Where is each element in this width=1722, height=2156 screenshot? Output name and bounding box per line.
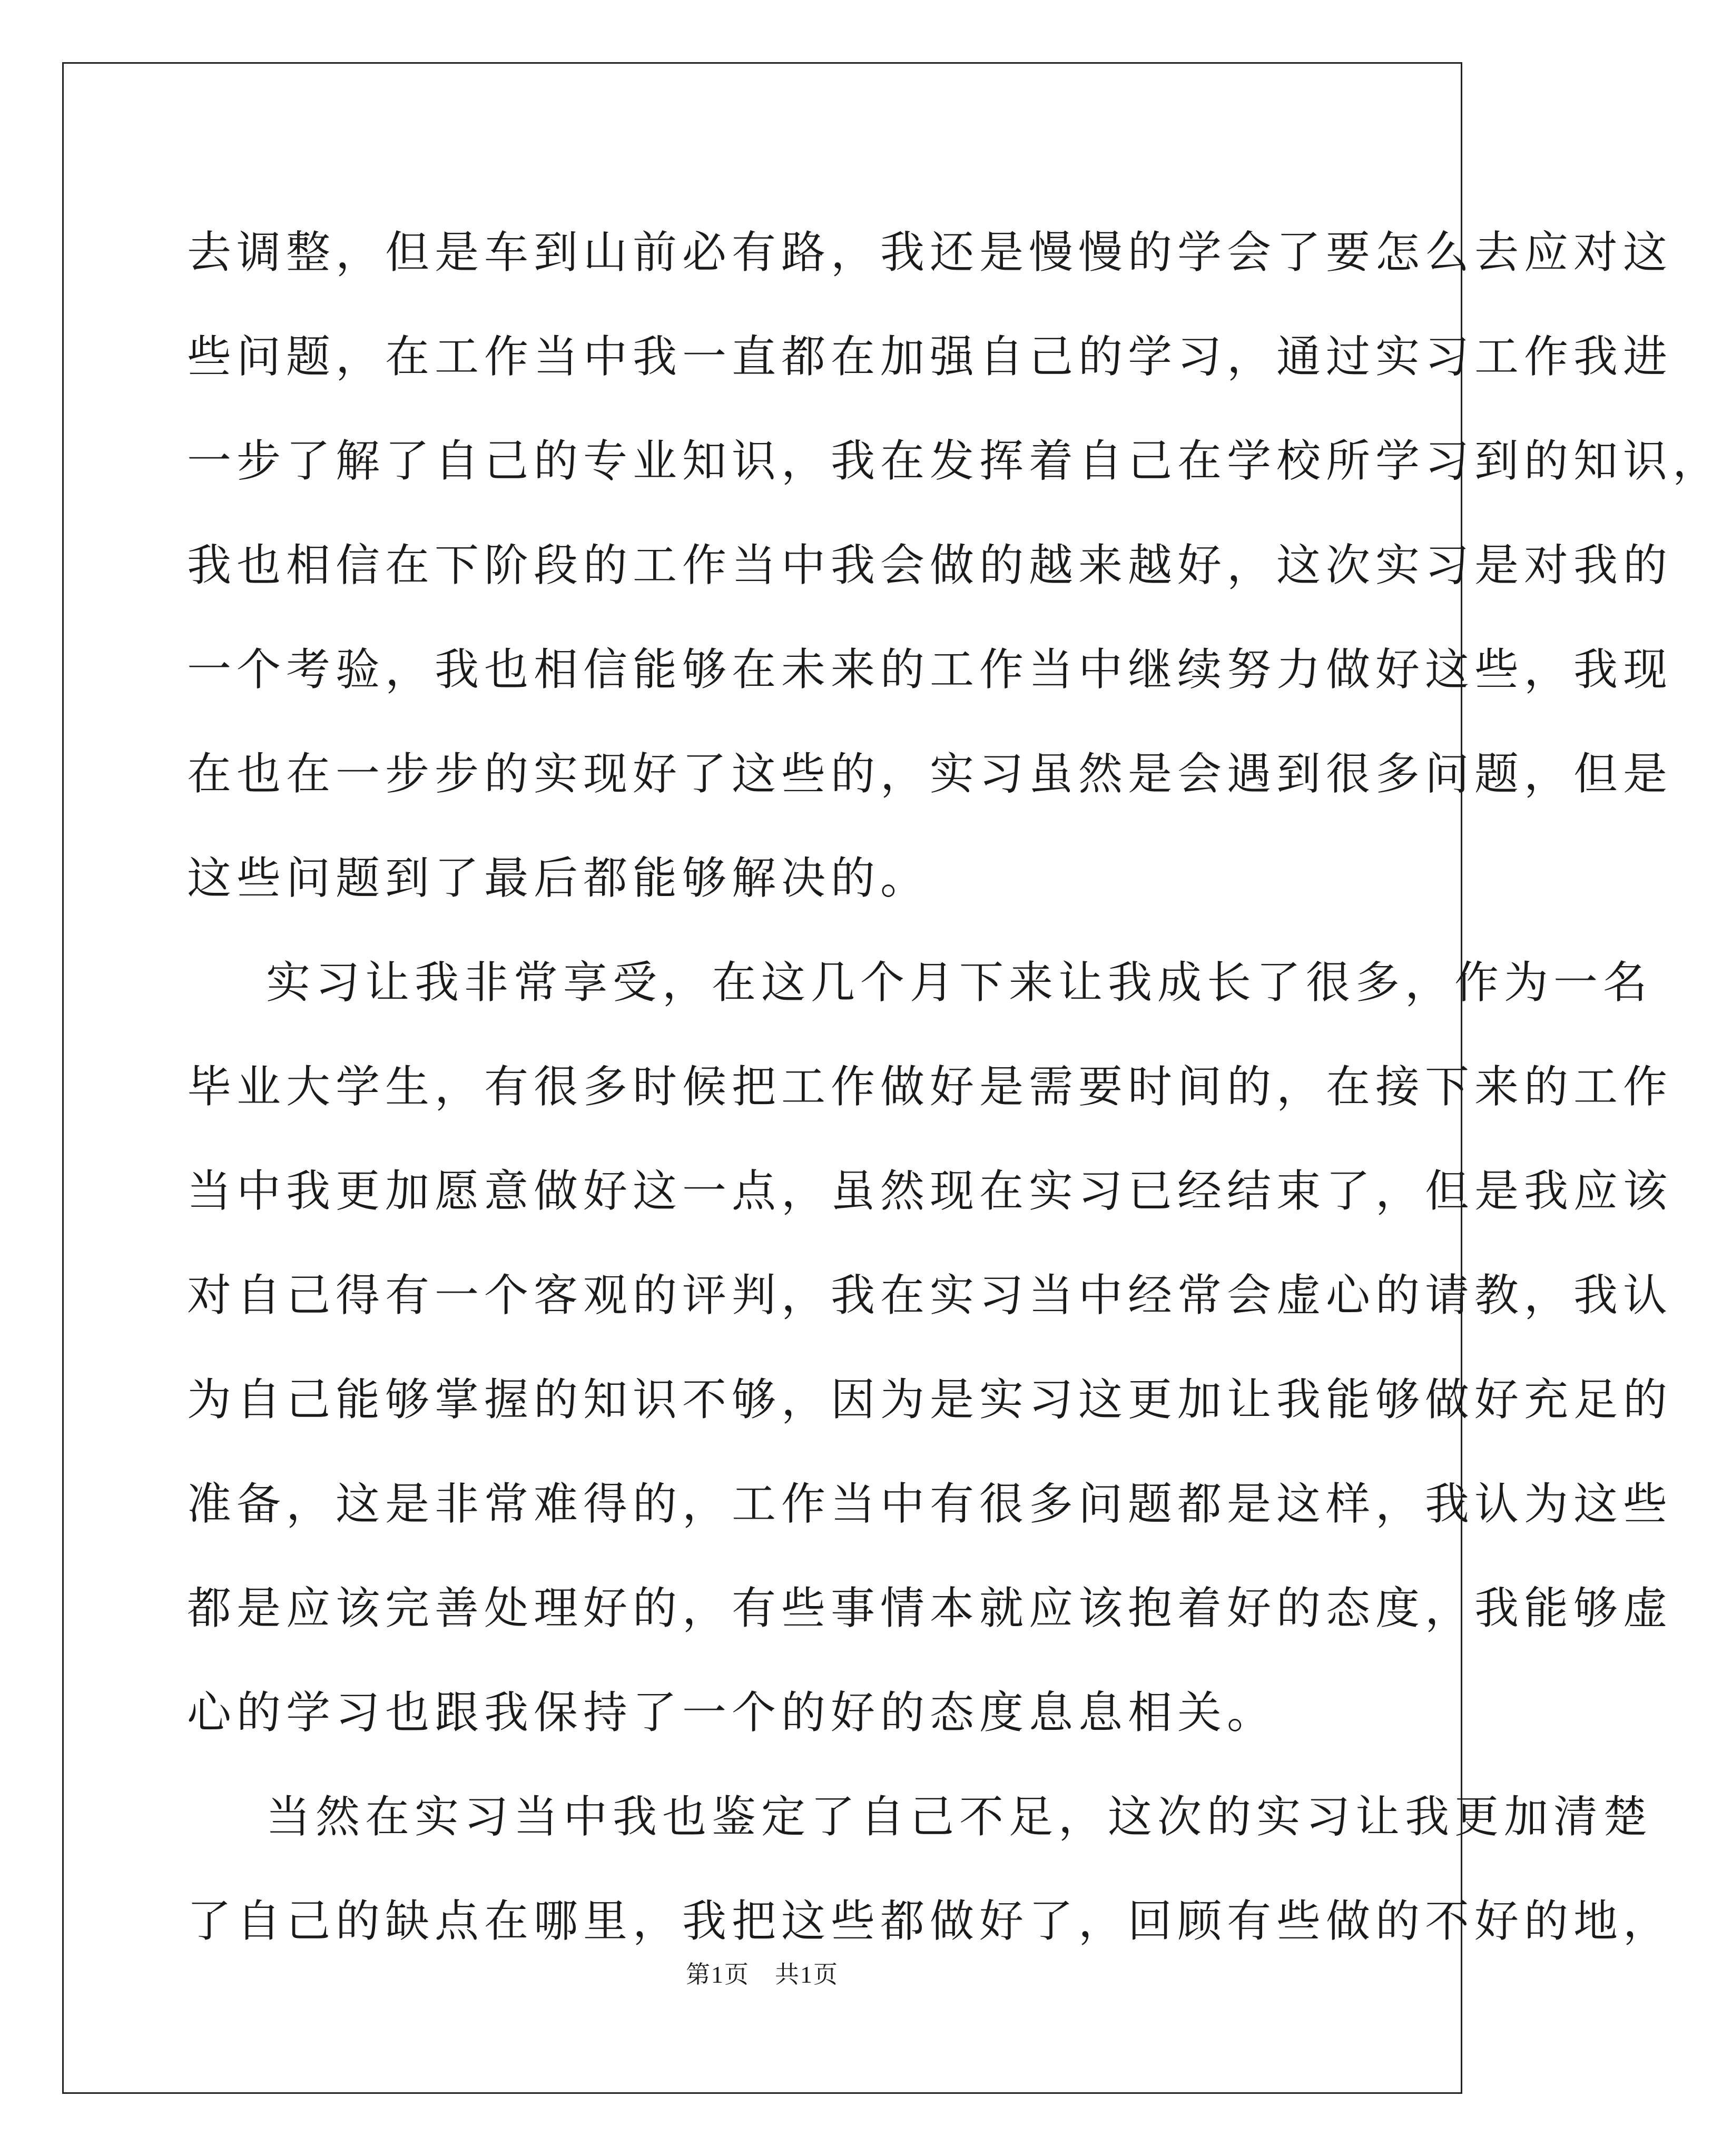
text-line: 一个考验，我也相信能够在未来的工作当中继续努力做好这些，我现 (187, 644, 1673, 695)
text-line: 准备，这是非常难得的，工作当中有很多问题都是这样，我认为这些 (187, 1478, 1673, 1530)
text-line: 去调整，但是车到山前必有路，我还是慢慢的学会了要怎么去应对这 (187, 227, 1673, 278)
text-line: 了自己的缺点在哪里，我把这些都做好了，回顾有些做的不好的地， (187, 1895, 1673, 1947)
text-line: 实习让我非常享受，在这几个月下来让我成长了很多，作为一名 (266, 957, 1653, 1008)
text-line: 我也相信在下阶段的工作当中我会做的越来越好，这次实习是对我的 (187, 539, 1673, 591)
text-line: 都是应该完善处理好的，有些事情本就应该抱着好的态度，我能够虚 (187, 1582, 1673, 1634)
text-line: 为自己能够掌握的知识不够，因为是实习这更加让我能够做好充足的 (187, 1374, 1673, 1425)
text-line: 对自己得有一个客观的评判，我在实习当中经常会虚心的请教，我认 (187, 1269, 1673, 1321)
page-footer (0, 1955, 1524, 1990)
text-line: 当然在实习当中我也鉴定了自己不足，这次的实习让我更加清楚 (266, 1791, 1653, 1843)
document-body (187, 200, 1722, 1973)
text-line: 在也在一步步的实现好了这些的，实习虽然是会遇到很多问题，但是 (187, 748, 1673, 800)
text-line: 心的学习也跟我保持了一个的好的态度息息相关。 (187, 1687, 1277, 1738)
text-line: 这些问题到了最后都能够解决的。 (187, 852, 930, 904)
text-line: 毕业大学生，有很多时候把工作做好是需要时间的，在接下来的工作 (187, 1061, 1673, 1113)
text-line: 当中我更加愿意做好这一点，虽然现在实习已经结束了，但是我应该 (187, 1165, 1673, 1217)
text-line: 些问题，在工作当中我一直都在加强自己的学习，通过实习工作我进 (187, 331, 1673, 382)
page-number: 第1页 (686, 1961, 750, 1988)
text-line: 一步了解了自己的专业知识，我在发挥着自己在学校所学习到的知识， (187, 435, 1722, 487)
page-total: 共1页 (775, 1961, 839, 1988)
